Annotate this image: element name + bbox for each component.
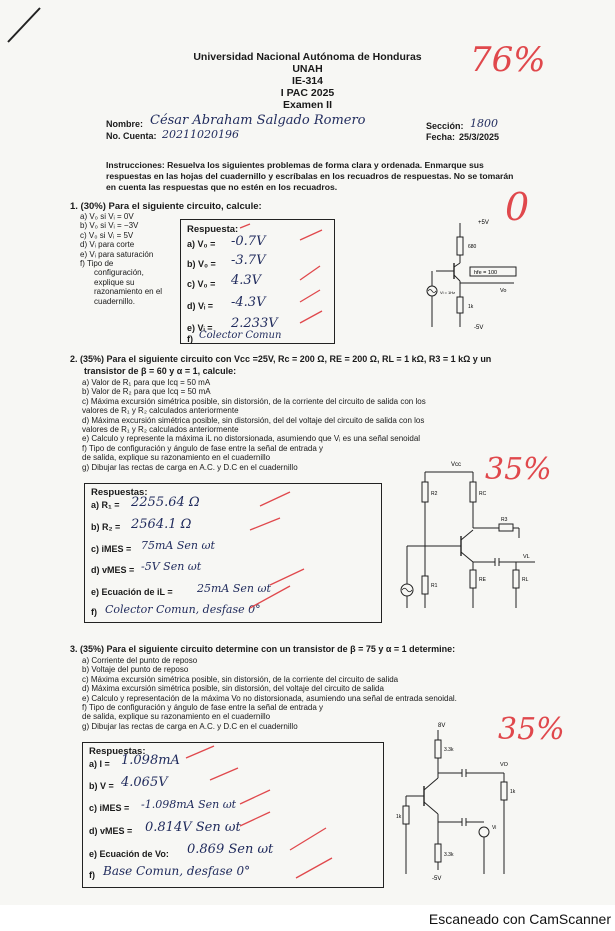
- q3-vo-label: VO: [500, 762, 508, 768]
- q3-answer-a-label: a) I =: [89, 759, 110, 769]
- q3-answer-d-label: d) vMES =: [89, 826, 133, 836]
- q3-answer-e: 0.869 Sen ωt: [187, 842, 274, 857]
- q1-vee-label: -5V: [474, 325, 484, 331]
- q1-answer-a: -0.7V: [231, 234, 266, 249]
- q2-answer-f-label: f): [91, 607, 97, 617]
- exam-title: Examen II: [282, 99, 333, 111]
- q1-answer-c: 4.3V: [231, 273, 262, 288]
- q3-answer-c-label: c) iMES =: [89, 803, 130, 813]
- q2-answer-a: 2255.64 Ω: [131, 495, 200, 510]
- q3-item: d) Máxima excursión simétrica posible, sin distorsión, del voltaje del circuito de salida: [82, 684, 384, 694]
- q1-item: a) V₀ si Vᵢ = 0V: [80, 212, 134, 221]
- q1-title: 1. (30%) Para el siguiente circuito, calcule:: [70, 201, 262, 212]
- q3-item: g) Dibujar las rectas de carga en A.C. y D.C en el cuadernillo: [82, 721, 298, 731]
- q3-box-title: Respuestas:: [89, 746, 146, 757]
- account-value: 20211020196: [162, 128, 239, 141]
- q1-answer-b-label: b) V₀ =: [187, 259, 216, 269]
- q1-vi-label: Vi = 1Hz: [440, 290, 456, 295]
- q1-answer-d: -4.3V: [231, 295, 266, 310]
- date-value: 25/3/2025: [459, 132, 500, 142]
- q1-item: d) Vᵢ para corte: [80, 240, 135, 250]
- q2-item: e) Calculo y represente la máxima iL no distorsionada, asumiendo que Vᵢ es una señal senoidal: [82, 434, 421, 444]
- q1-item: cuadernillo.: [94, 296, 135, 306]
- q1-answer-f: Colector Comun: [199, 330, 282, 341]
- q3-vcc-label: 8V: [438, 723, 446, 729]
- q3-r1-label: 3.3k: [444, 747, 454, 753]
- q2-answer-b-label: b) R₂ =: [91, 522, 121, 532]
- q2-rl-label: RL: [522, 577, 529, 583]
- course-code: IE-314: [292, 75, 323, 87]
- q2-item: b) Valor de R₂ para que Icq = 50 mA: [82, 387, 211, 397]
- q2-vl-label: VL: [523, 554, 530, 560]
- section-value: 1800: [470, 117, 498, 130]
- q1-vo-label: Vo: [500, 288, 507, 294]
- q2-vcc-label: Vcc: [451, 462, 462, 468]
- q2-answer-b: 2564.1 Ω: [131, 517, 192, 532]
- q1-item: configuración,: [94, 268, 144, 278]
- q2-title-2: transistor de β = 60 y α = 1, calcule:: [84, 366, 237, 376]
- q1-answer-c-label: c) V₀ =: [187, 279, 216, 289]
- q3-item: e) Calculo y representación de la máxima Vo no distorsionada, asumiendo una señal de entrada senoidal.: [82, 693, 457, 703]
- academic-period: I PAC 2025: [280, 87, 335, 99]
- q2-rc-label: RC: [479, 491, 487, 497]
- q1-item: c) V₀ si Vᵢ = 5V: [80, 230, 134, 240]
- university-title: Universidad Nacional Autónoma de Honduras: [193, 51, 422, 63]
- q1-item: explique su: [94, 277, 135, 287]
- q3-re-label: 3.3k: [444, 852, 454, 858]
- q2-r2-label: R2: [431, 491, 438, 497]
- q2-answer-a-label: a) R₁ =: [91, 500, 120, 510]
- q1-re-label: 1k: [468, 304, 474, 310]
- q1-answer-d-label: d) Vᵢ =: [187, 301, 214, 311]
- q3-item: c) Máxima excursión simétrica posible, sin distorsión, de la corriente del circuito de salida: [82, 674, 399, 684]
- scanner-footer: [0, 905, 615, 931]
- q1-item: b) V₀ si Vᵢ = −3V: [80, 221, 139, 231]
- q2-r3-label: R3: [501, 517, 508, 523]
- section-label: Sección:: [426, 121, 464, 131]
- q1-beta-label: hfe = 100: [474, 270, 498, 276]
- q1-item: e) Vᵢ para saturación: [80, 249, 154, 259]
- q2-answer-c-label: c) iMES =: [91, 544, 132, 554]
- q3-answer-f-label: f): [89, 870, 95, 880]
- instructions: Instrucciones: Resuelva los siguientes problemas de forma clara y ordenada. Enmarque sus respuestas en las hojas del cuadernillo y escríbalas en los recuadros de respuestas. No se tomarán en cuenta las respuestas que no estén en los recuadros.: [106, 160, 514, 192]
- account-label: No. Cuenta:: [106, 131, 157, 141]
- q1-rc-label: 680: [468, 244, 477, 250]
- q3-title: 3. (35%) Para el siguiente circuito determine con un transistor de β = 75 y α = 1 determine:: [70, 644, 456, 654]
- q2-item: d) Máxima excursión simétrica posible, sin distorsión, del del voltaje del circuito de salida con los: [82, 415, 425, 425]
- q2-item: de salida, explique su razonamiento en el cuadernillo: [82, 453, 271, 463]
- q3-answer-b-label: b) V =: [89, 781, 114, 791]
- name-value: César Abraham Salgado Romero: [150, 113, 366, 128]
- q2-re-label: RE: [479, 577, 486, 583]
- q3-item: f) Tipo de configuración y ángulo de fase entre la señal de entrada y: [82, 703, 324, 713]
- q3-score: 35%: [498, 712, 565, 747]
- q2-answer-e: 25mA Sen ωt: [197, 582, 271, 595]
- q1-answer-e-label: e) Vᵢ =: [187, 323, 213, 333]
- date-label: Fecha:: [426, 132, 456, 142]
- q3-r3-label: 1k: [510, 789, 516, 795]
- q2-score: 35%: [485, 452, 552, 487]
- q3-vee-label: -5V: [432, 876, 442, 882]
- q1-box-title: Respuesta:: [187, 224, 239, 235]
- q3-answer-c: -1.098mA Sen ωt: [141, 798, 237, 811]
- q1-item: f) Tipo de: [80, 259, 114, 269]
- q2-answer-d-label: d) vMES =: [91, 565, 135, 575]
- q2-item: f) Tipo de configuración y ángulo de fase entre la señal de entrada y: [82, 443, 324, 453]
- q2-item: a) Valor de R₁ para que Icq = 50 mA: [82, 378, 211, 387]
- q1-answer-f-label: f): [187, 334, 193, 344]
- camscanner-watermark: Escaneado con CamScanner: [428, 911, 611, 927]
- q3-item: b) Voltaje del punto de reposo: [82, 665, 189, 675]
- q2-item: valores de R₁ y R₂ calculados anteriormente: [82, 425, 239, 435]
- q3-answer-b: 4.065V: [121, 775, 168, 790]
- q1-score: 0: [505, 185, 530, 229]
- q1-item: razonamiento en el: [94, 287, 163, 297]
- q2-answer-d: -5V Sen ωt: [141, 560, 202, 573]
- q3-vi-label: Vi: [492, 825, 497, 831]
- q1-vcc-label: +5V: [478, 220, 489, 226]
- q3-answer-a: 1.098mA: [121, 753, 180, 768]
- q3-item: de salida, explique su razonamiento en el cuadernillo: [82, 712, 271, 722]
- q2-answer-c: 75mA Sen ωt: [141, 539, 215, 552]
- q2-item: c) Máxima excursión simétrica posible, sin distorsión, de la corriente del circuito de salida con los: [82, 396, 426, 406]
- q3-answer-f: Base Comun, desfase 0°: [103, 864, 251, 878]
- q1-answer-e: 2.233V: [231, 316, 278, 331]
- q3-item: a) Corriente del punto de reposo: [82, 656, 198, 665]
- q2-answer-f: Colector Comun, desfase 0°: [105, 603, 261, 616]
- q2-box-title: Respuestas:: [91, 487, 148, 498]
- q3-r2-label: 1k: [396, 814, 402, 820]
- q3-answer-d: 0.814V Sen ωt: [145, 820, 241, 835]
- q2-answer-e-label: e) Ecuación de iL =: [91, 587, 173, 597]
- grade-mark: 76%: [470, 40, 546, 80]
- q1-answer-b: -3.7V: [231, 253, 266, 268]
- q1-answer-a-label: a) V₀ =: [187, 239, 216, 249]
- q3-answer-e-label: e) Ecuación de Vo:: [89, 849, 169, 859]
- name-label: Nombre:: [106, 119, 144, 129]
- university-acronym: UNAH: [292, 63, 323, 75]
- q2-title: 2. (35%) Para el siguiente circuito con Vcc =25V, Rc = 200 Ω, RE = 200 Ω, RL = 1 kΩ, R3 = 1 kΩ y un: [70, 354, 492, 364]
- q2-item: g) Dibujar las rectas de carga en A.C. y D.C en el cuadernillo: [82, 462, 298, 472]
- q2-item: valores de R₁ y R₂ calculados anteriormente: [82, 406, 239, 416]
- q2-r1-label: R1: [431, 583, 438, 589]
